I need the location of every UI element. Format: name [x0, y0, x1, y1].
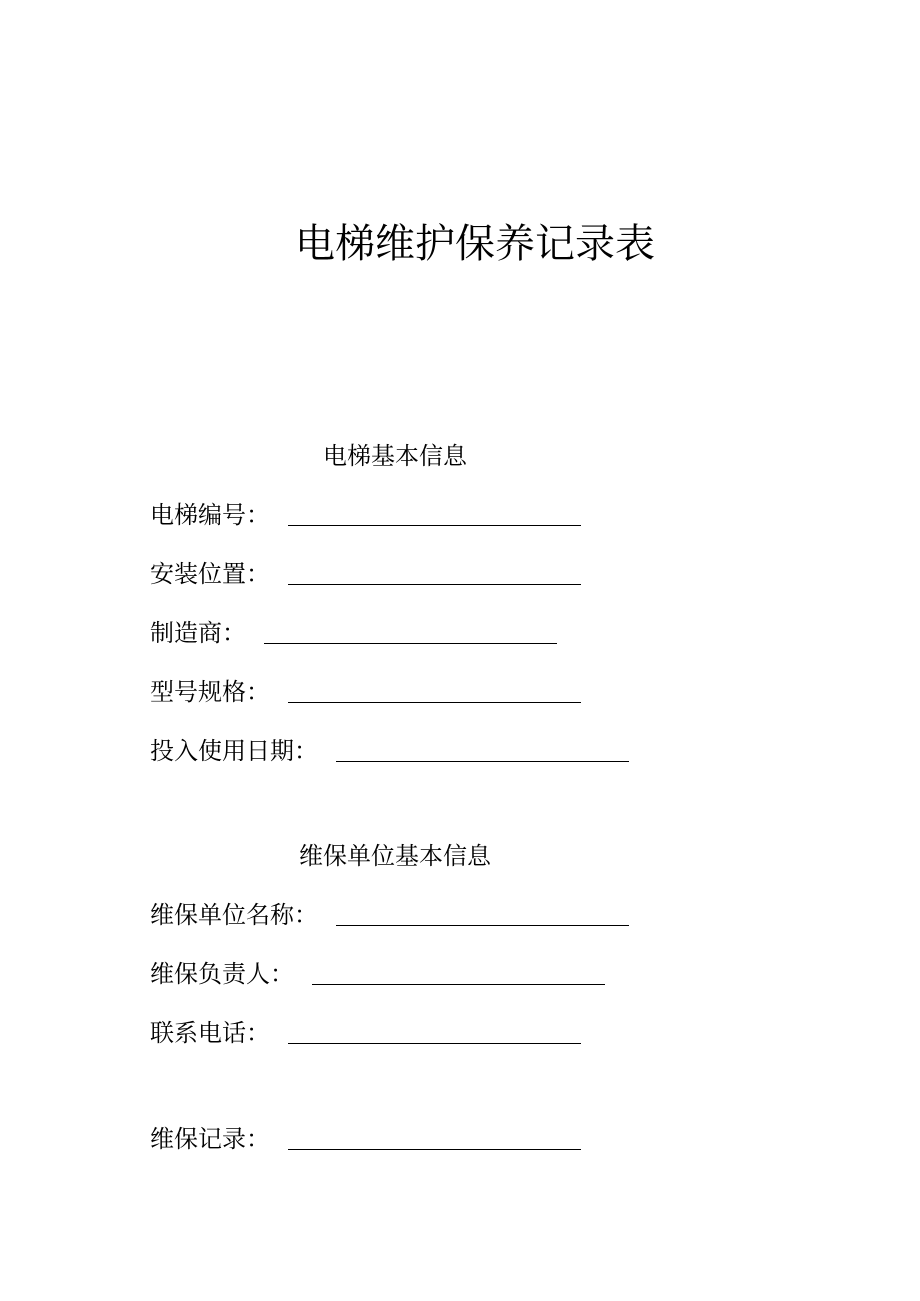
- field-label: 电梯编号：: [150, 501, 270, 529]
- field-maintenance-manager: [150, 953, 605, 989]
- field-in-service-date: [150, 730, 629, 766]
- fill-in-line[interactable]: [336, 925, 629, 926]
- field-label: 投入使用日期：: [150, 737, 318, 765]
- field-manufacturer: [150, 612, 557, 648]
- fill-in-line[interactable]: [288, 702, 581, 703]
- section-heading-maintenance-unit-info: 维保单位基本信息: [299, 842, 491, 870]
- field-model-spec: [150, 671, 581, 707]
- field-label: 联系电话：: [150, 1019, 270, 1047]
- fill-in-line[interactable]: [312, 984, 605, 985]
- field-maintenance-unit-name: [150, 894, 629, 930]
- field-label: 安装位置：: [150, 560, 270, 588]
- field-label: 维保负责人：: [150, 960, 294, 988]
- fill-in-line[interactable]: [336, 761, 629, 762]
- field-label: 维保记录：: [150, 1125, 270, 1153]
- field-label: 制造商：: [150, 619, 246, 647]
- document-title: 电梯维护保养记录表: [295, 221, 655, 267]
- section-heading-elevator-info: 电梯基本信息: [323, 442, 467, 470]
- fill-in-line[interactable]: [288, 1043, 581, 1044]
- fill-in-line[interactable]: [288, 525, 581, 526]
- field-install-location: [150, 553, 581, 589]
- field-elevator-number: [150, 494, 581, 530]
- field-label: 型号规格：: [150, 678, 270, 706]
- field-maintenance-record: [150, 1118, 581, 1154]
- field-contact-phone: [150, 1012, 581, 1048]
- fill-in-line[interactable]: [264, 643, 557, 644]
- field-label: 维保单位名称：: [150, 901, 318, 929]
- fill-in-line[interactable]: [288, 1149, 581, 1150]
- fill-in-line[interactable]: [288, 584, 581, 585]
